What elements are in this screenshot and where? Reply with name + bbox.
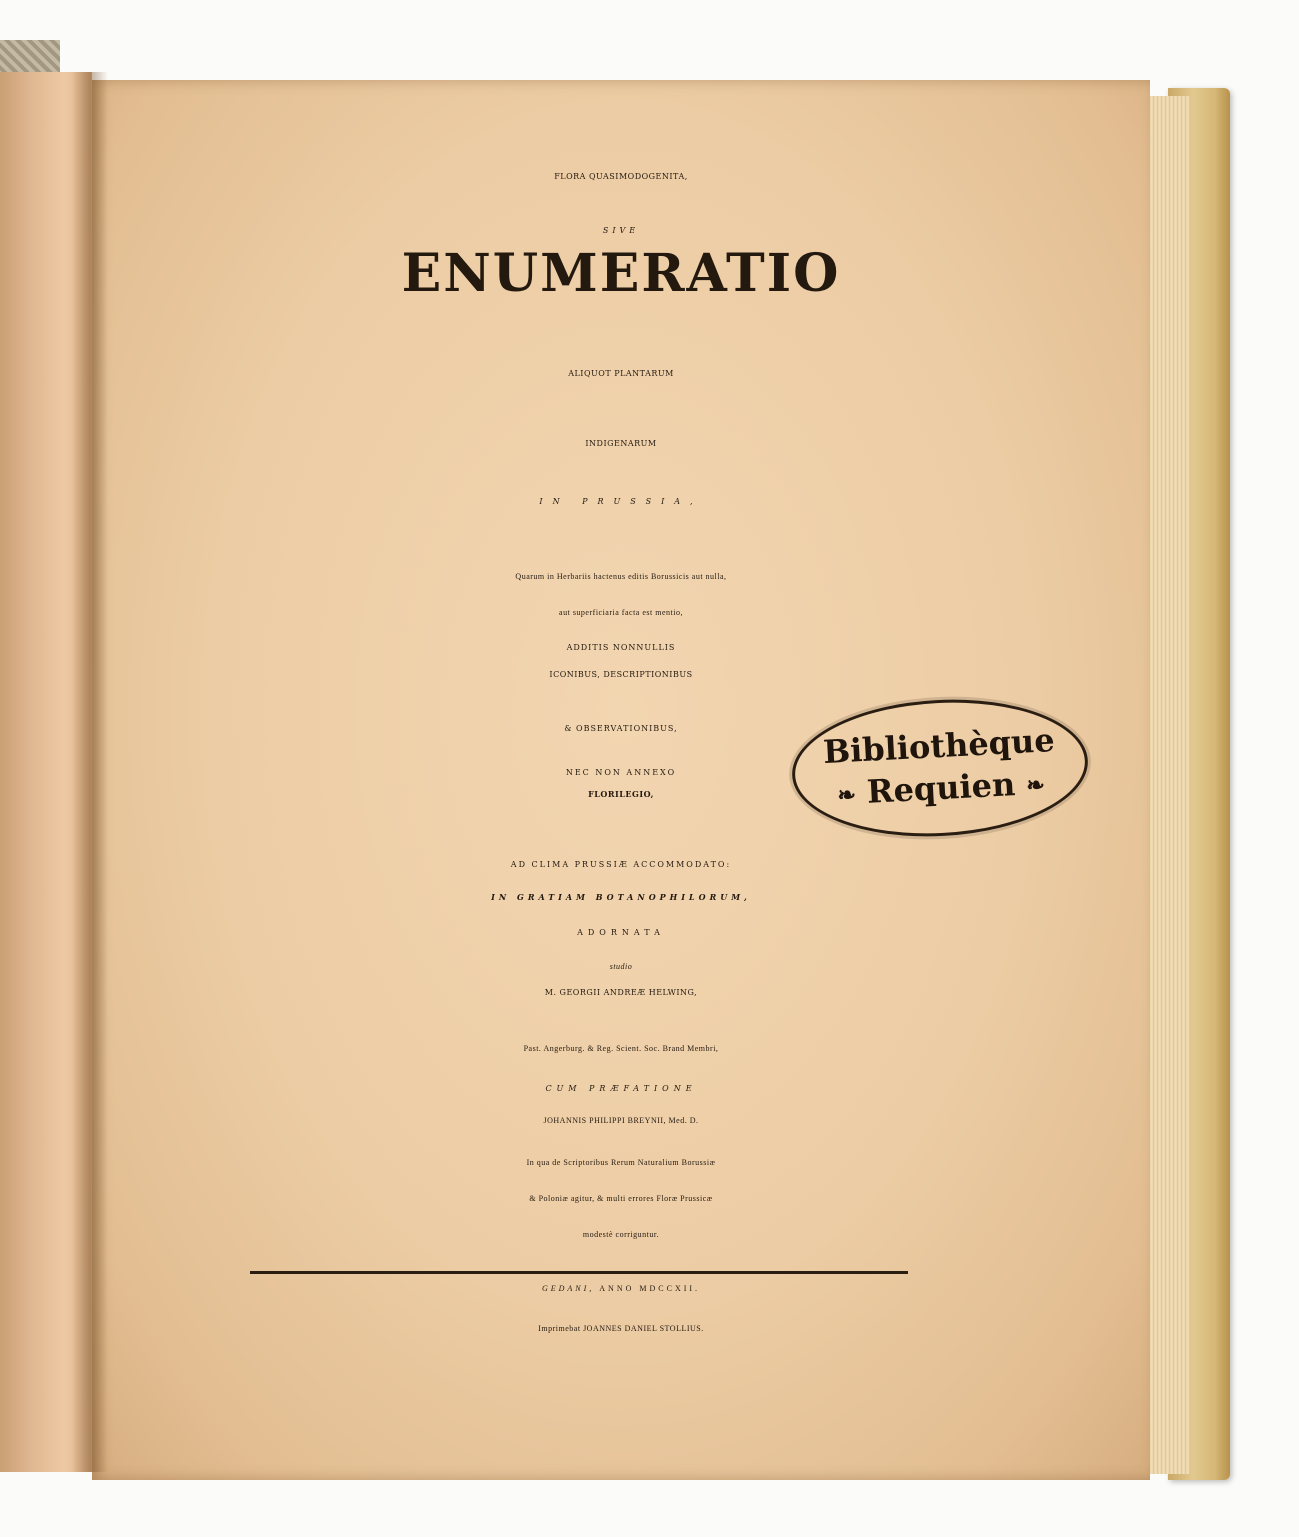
imprint-rule: [250, 1271, 908, 1274]
imprint-place: GEDANI,: [541, 1284, 595, 1293]
author-title-line: Past. Angerburg. & Reg. Scient. Soc. Brand Membri,: [523, 1044, 719, 1053]
title-line-ad-clima: AD CLIMA PRUSSIÆ ACCOMMODATO:: [510, 860, 732, 869]
author-line: M. GEORGII ANDREÆ HELWING,: [544, 988, 698, 997]
title-line-florilegio: FLORILEGIO,: [588, 789, 654, 799]
gutter-shadow: [72, 72, 108, 1472]
imprint-year: ANNO MDCCXII.: [599, 1284, 701, 1293]
stamp-name: Requien: [865, 765, 1017, 811]
title-line-aliquot: ALIQUOT PLANTARUM: [568, 369, 674, 378]
preface-desc-line-1: In qua de Scriptoribus Rerum Naturalium Borussiæ: [526, 1158, 716, 1167]
title-line-observationibus: & OBSERVATIONIBUS,: [564, 724, 678, 733]
preface-desc-line-3: modestè corriguntur.: [582, 1230, 660, 1239]
praefatione-line: CUM PRÆFATIONE: [545, 1084, 697, 1093]
title-line-adornata: ADORNATA: [577, 928, 665, 937]
title-line-quarum: Quarum in Herbariis hactenus editis Borussicis aut nulla,: [515, 572, 727, 581]
imprint-line: [92, 1284, 1150, 1293]
title-page: [92, 80, 1150, 1480]
printer-line: Imprimebat JOANNES DANIEL STOLLIUS.: [538, 1324, 704, 1333]
library-stamp: [789, 692, 1092, 843]
title-line-iconibus: ICONIBUS, DESCRIPTIONIBUS: [549, 670, 693, 679]
title-line-indigenarum: INDIGENARUM: [585, 439, 657, 448]
ornament-icon: ❧: [1025, 772, 1046, 799]
title-line-flora: FLORA QUASIMODOGENITA,: [554, 172, 688, 181]
title-line-nec-non: NEC NON ANNEXO: [565, 768, 677, 777]
title-line-enumeratio: ENUMERATIO: [401, 243, 841, 304]
preface-desc-line-2: & Poloniæ agitur, & multi errores Floræ Prussicæ: [529, 1194, 713, 1203]
breynii-line: JOHANNIS PHILIPPI BREYNII, Med. D.: [543, 1116, 699, 1125]
title-line-sive: SIVE: [602, 226, 640, 235]
title-line-in-gratiam: IN GRATIAM BOTANOPHILORUM,: [491, 892, 751, 902]
title-line-studio: studio: [609, 962, 633, 971]
title-line-superficiaria: aut superficiaria facta est mentio,: [559, 608, 683, 617]
ornament-icon: ❧: [836, 781, 857, 809]
title-line-in-prussia: IN PRUSSIA,: [539, 497, 703, 506]
stamp-line-bibliotheque: Bibliothèque: [822, 720, 1056, 772]
title-line-additis: ADDITIS NONNULLIS: [566, 643, 676, 652]
